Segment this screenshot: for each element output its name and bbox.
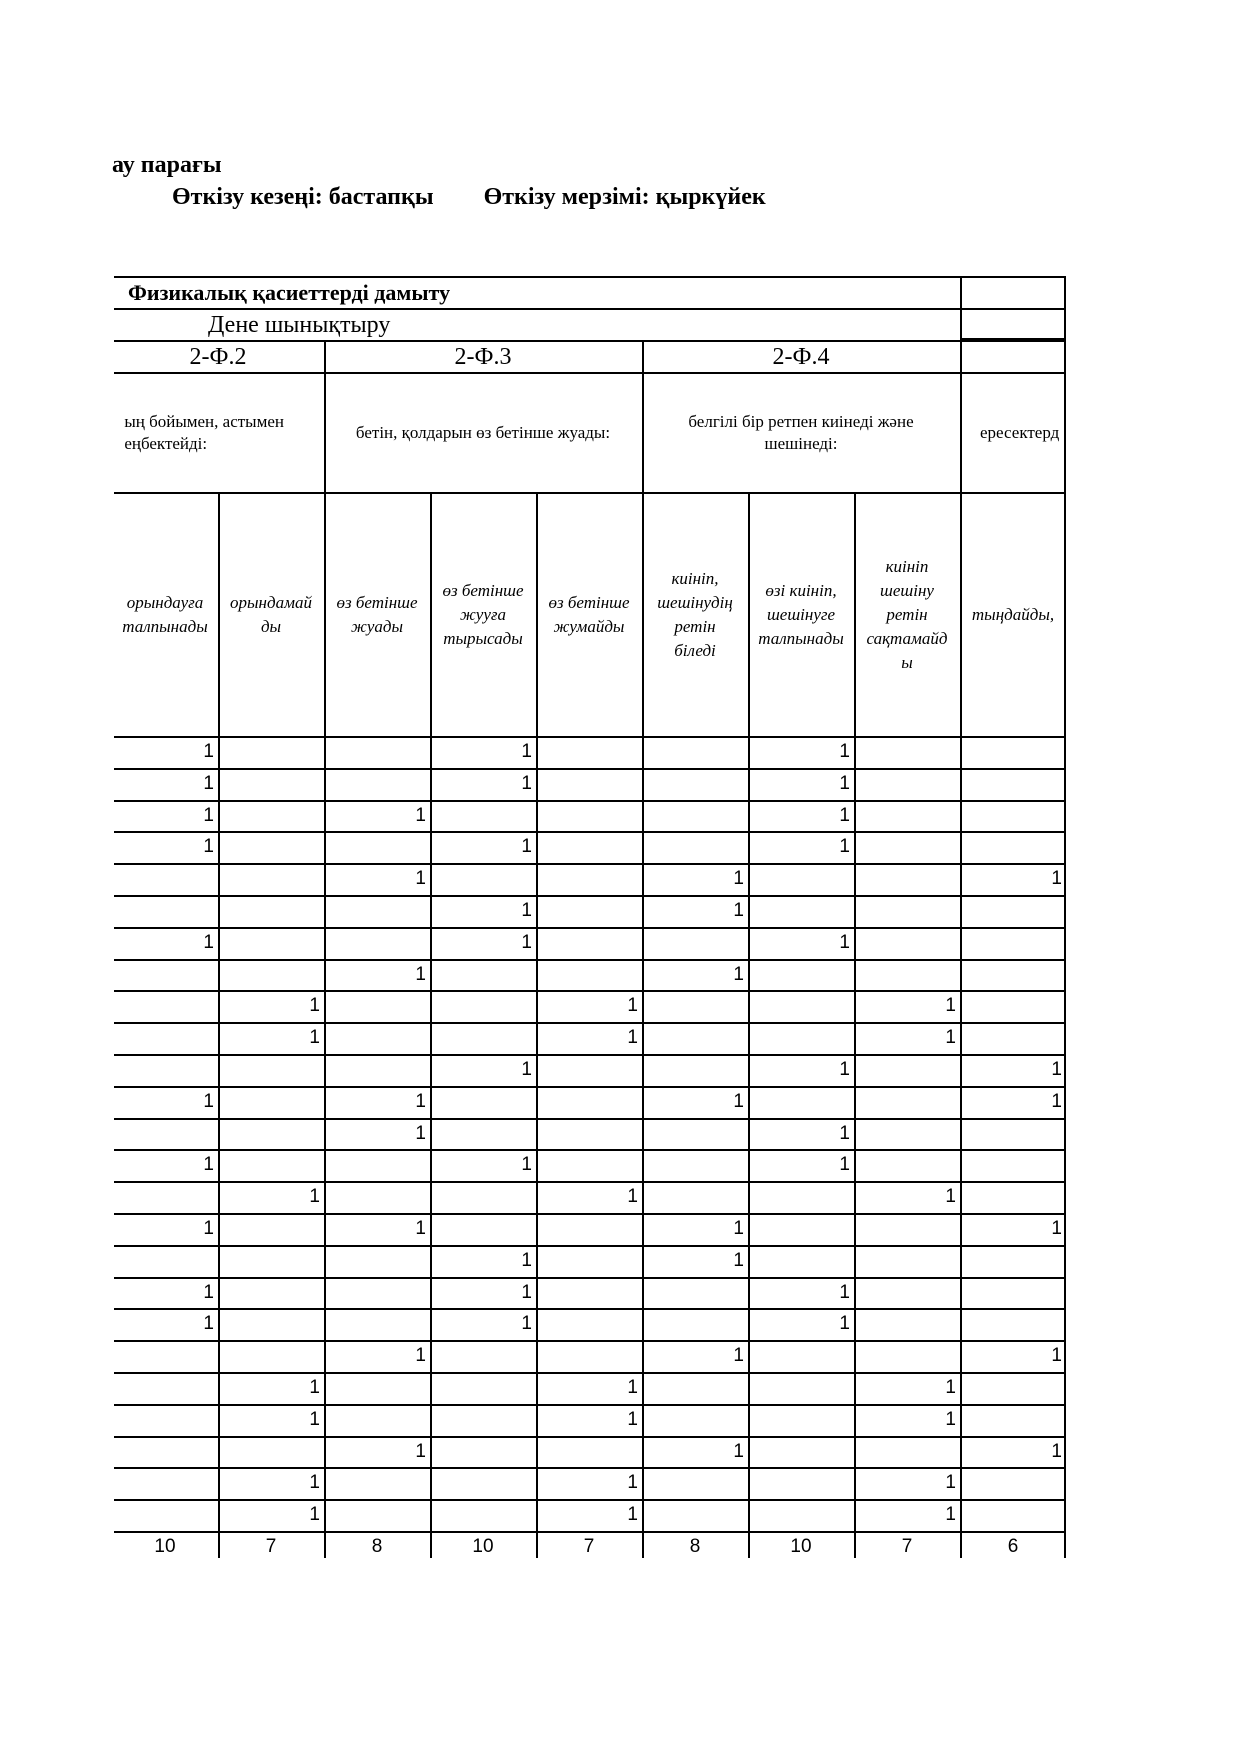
data-cell bbox=[114, 1404, 218, 1436]
data-cell: 1 bbox=[203, 1281, 214, 1303]
sub-column-header: орындауға талпынады bbox=[122, 593, 208, 636]
grid-line bbox=[114, 1181, 1066, 1183]
data-cell: 1 bbox=[839, 1313, 850, 1335]
grid-line bbox=[114, 1086, 1066, 1088]
data-cell bbox=[748, 1372, 854, 1404]
data-cell: 1 bbox=[415, 1218, 426, 1239]
grid-line bbox=[114, 990, 1066, 992]
data-cell: 1 bbox=[521, 1249, 532, 1271]
data-cell bbox=[854, 927, 960, 959]
total-cell: 10 bbox=[154, 1536, 176, 1557]
data-cell bbox=[960, 1149, 1066, 1181]
data-cell: 1 bbox=[627, 995, 638, 1017]
grid-line bbox=[960, 338, 1066, 341]
data-cell bbox=[960, 1118, 1066, 1150]
data-cell: 1 bbox=[945, 1504, 956, 1526]
data-cell bbox=[960, 895, 1066, 927]
grid-line bbox=[114, 372, 1066, 374]
grid-line bbox=[218, 492, 220, 1558]
data-cell: 1 bbox=[415, 804, 426, 826]
data-cell bbox=[854, 1436, 960, 1468]
sub-column-header: киініп, шешінудің ретін біледі bbox=[657, 569, 733, 660]
data-cell bbox=[854, 1149, 960, 1181]
data-cell bbox=[642, 768, 748, 800]
data-cell bbox=[218, 1149, 324, 1181]
assessment-table bbox=[114, 276, 1066, 1558]
data-cell bbox=[960, 1245, 1066, 1277]
data-cell: 1 bbox=[415, 1345, 426, 1367]
data-cell bbox=[748, 959, 854, 991]
data-cell: 1 bbox=[627, 1504, 638, 1526]
data-cell: 1 bbox=[203, 836, 214, 858]
total-cell: 7 bbox=[901, 1536, 913, 1557]
data-cell bbox=[114, 1118, 218, 1150]
data-cell: 1 bbox=[309, 1472, 320, 1494]
data-cell bbox=[748, 1213, 854, 1245]
data-cell bbox=[642, 927, 748, 959]
total-cell: 7 bbox=[583, 1536, 595, 1557]
data-cell: 1 bbox=[203, 772, 214, 794]
data-cell: 1 bbox=[627, 1377, 638, 1398]
data-cell bbox=[218, 863, 324, 895]
data-cell bbox=[854, 736, 960, 768]
data-cell bbox=[536, 895, 642, 927]
grid-line bbox=[642, 492, 644, 1558]
data-cell bbox=[430, 1213, 536, 1245]
data-cell bbox=[854, 1245, 960, 1277]
data-cell bbox=[960, 1022, 1066, 1054]
grid-line bbox=[114, 800, 1066, 802]
data-cell bbox=[854, 1086, 960, 1118]
date-label: Өткізу мерзімі: қыркүйек bbox=[483, 184, 766, 210]
data-cell: 1 bbox=[627, 1472, 638, 1494]
data-cell bbox=[960, 1277, 1066, 1309]
data-cell bbox=[430, 1340, 536, 1372]
data-cell bbox=[536, 1118, 642, 1150]
data-cell bbox=[960, 1499, 1066, 1531]
data-cell bbox=[748, 1245, 854, 1277]
data-cell bbox=[324, 736, 430, 768]
data-cell bbox=[642, 1277, 748, 1309]
data-cell bbox=[114, 1340, 218, 1372]
grid-line bbox=[114, 1340, 1066, 1342]
data-cell: 1 bbox=[521, 931, 532, 953]
data-cell: 1 bbox=[415, 868, 426, 890]
data-cell bbox=[536, 1149, 642, 1181]
data-cell bbox=[536, 831, 642, 863]
data-cell: 1 bbox=[1051, 1090, 1062, 1112]
data-cell: 1 bbox=[203, 1313, 214, 1335]
data-cell bbox=[854, 768, 960, 800]
grid-line bbox=[854, 492, 856, 1558]
data-cell bbox=[854, 1308, 960, 1340]
data-cell: 1 bbox=[309, 1186, 320, 1208]
data-cell bbox=[960, 1308, 1066, 1340]
grid-line bbox=[114, 1054, 1066, 1056]
data-cell bbox=[536, 800, 642, 832]
grid-line bbox=[324, 492, 326, 1558]
data-cell: 1 bbox=[945, 995, 956, 1017]
data-cell bbox=[536, 1245, 642, 1277]
data-cell: 1 bbox=[839, 804, 850, 826]
data-cell bbox=[960, 736, 1066, 768]
data-cell bbox=[218, 1308, 324, 1340]
data-cell bbox=[748, 1404, 854, 1436]
grid-line bbox=[114, 1499, 1066, 1501]
data-cell: 1 bbox=[1051, 1440, 1062, 1462]
grid-line bbox=[114, 736, 1066, 738]
data-cell: 1 bbox=[1051, 868, 1062, 890]
grid-line bbox=[960, 492, 962, 1558]
grid-line bbox=[114, 863, 1066, 865]
grid-line bbox=[748, 492, 750, 1558]
grid-line bbox=[114, 492, 1066, 494]
data-cell: 1 bbox=[733, 1218, 744, 1239]
grid-line bbox=[114, 1118, 1066, 1120]
data-cell bbox=[536, 1054, 642, 1086]
data-cell bbox=[854, 1340, 960, 1372]
data-cell bbox=[218, 927, 324, 959]
data-cell bbox=[854, 1277, 960, 1309]
data-cell: 1 bbox=[521, 1281, 532, 1303]
data-cell bbox=[114, 1467, 218, 1499]
grid-line bbox=[114, 1404, 1066, 1406]
data-cell bbox=[642, 1054, 748, 1086]
data-cell bbox=[960, 1181, 1066, 1213]
data-cell bbox=[748, 1340, 854, 1372]
data-cell bbox=[960, 1372, 1066, 1404]
data-cell bbox=[748, 863, 854, 895]
data-cell bbox=[536, 736, 642, 768]
data-cell bbox=[430, 1086, 536, 1118]
data-cell: 1 bbox=[627, 1186, 638, 1208]
data-cell: 1 bbox=[839, 772, 850, 794]
data-cell bbox=[748, 1181, 854, 1213]
data-cell bbox=[324, 1022, 430, 1054]
data-cell: 1 bbox=[733, 1249, 744, 1271]
grid-line bbox=[114, 1277, 1066, 1279]
data-cell bbox=[218, 1277, 324, 1309]
sub-column-header: тыңдайды, bbox=[971, 605, 1055, 624]
data-cell bbox=[218, 800, 324, 832]
grid-line bbox=[114, 340, 1066, 342]
total-cell: 10 bbox=[790, 1536, 812, 1557]
data-cell bbox=[114, 1022, 218, 1054]
data-cell: 1 bbox=[839, 1154, 850, 1176]
data-cell bbox=[430, 1181, 536, 1213]
data-cell bbox=[324, 927, 430, 959]
data-cell bbox=[324, 831, 430, 863]
data-cell bbox=[218, 736, 324, 768]
data-cell bbox=[114, 959, 218, 991]
grid-line bbox=[430, 492, 432, 1558]
grid-line bbox=[114, 1372, 1066, 1374]
data-cell bbox=[114, 1436, 218, 1468]
data-cell bbox=[854, 1213, 960, 1245]
grid-line bbox=[114, 308, 1066, 310]
data-cell bbox=[960, 800, 1066, 832]
data-cell bbox=[960, 927, 1066, 959]
subtitle bbox=[172, 184, 766, 211]
grid-line bbox=[114, 276, 1066, 278]
data-cell bbox=[114, 990, 218, 1022]
data-cell: 1 bbox=[839, 1122, 850, 1144]
data-cell bbox=[218, 768, 324, 800]
data-cell bbox=[324, 1277, 430, 1309]
data-cell: 1 bbox=[203, 804, 214, 826]
data-cell bbox=[114, 1054, 218, 1086]
data-cell bbox=[114, 1499, 218, 1531]
data-cell bbox=[430, 1118, 536, 1150]
grid-line bbox=[1064, 276, 1066, 1558]
sub-column-header: орындамай ды bbox=[230, 593, 312, 636]
data-cell bbox=[218, 895, 324, 927]
data-cell: 1 bbox=[415, 1440, 426, 1462]
sub-column-header: өз бетінше жуады bbox=[336, 593, 418, 636]
data-cell: 1 bbox=[415, 1090, 426, 1112]
data-cell bbox=[960, 959, 1066, 991]
data-cell bbox=[536, 927, 642, 959]
data-cell bbox=[748, 1436, 854, 1468]
data-cell: 1 bbox=[309, 1377, 320, 1398]
data-cell bbox=[748, 990, 854, 1022]
grid-line bbox=[114, 1213, 1066, 1215]
data-cell: 1 bbox=[521, 836, 532, 858]
data-cell: 1 bbox=[839, 931, 850, 953]
data-cell: 1 bbox=[203, 1154, 214, 1176]
data-cell: 1 bbox=[521, 1154, 532, 1176]
data-cell bbox=[854, 863, 960, 895]
subsection-title: Дене шынықтыру bbox=[208, 312, 391, 338]
sub-column-header: өз бетінше жумайды bbox=[548, 593, 630, 636]
data-cell bbox=[536, 1436, 642, 1468]
data-cell bbox=[854, 1054, 960, 1086]
data-cell: 1 bbox=[627, 1408, 638, 1430]
data-cell: 1 bbox=[733, 900, 744, 921]
data-cell bbox=[960, 1467, 1066, 1499]
data-cell bbox=[960, 990, 1066, 1022]
data-cell bbox=[218, 1054, 324, 1086]
data-cell: 1 bbox=[839, 836, 850, 858]
data-cell bbox=[642, 1372, 748, 1404]
data-cell bbox=[642, 1499, 748, 1531]
data-cell bbox=[430, 800, 536, 832]
data-cell bbox=[218, 1340, 324, 1372]
data-cell: 1 bbox=[1051, 1218, 1062, 1239]
total-cell: 6 bbox=[1007, 1536, 1019, 1557]
data-cell bbox=[536, 1086, 642, 1118]
data-cell bbox=[430, 1499, 536, 1531]
grid-line bbox=[114, 927, 1066, 929]
data-cell: 1 bbox=[203, 741, 214, 762]
data-cell bbox=[642, 1149, 748, 1181]
data-cell: 1 bbox=[945, 1472, 956, 1494]
data-cell bbox=[642, 1308, 748, 1340]
data-cell bbox=[324, 990, 430, 1022]
total-cell: 8 bbox=[689, 1536, 701, 1557]
group-question: бетін, қолдарын өз бетінше жуады: bbox=[355, 423, 611, 442]
section-title: Физикалық қасиеттерді дамыту bbox=[128, 280, 451, 305]
data-cell bbox=[324, 1149, 430, 1181]
data-cell bbox=[960, 768, 1066, 800]
data-cell: 1 bbox=[415, 1122, 426, 1144]
data-cell bbox=[642, 831, 748, 863]
data-cell bbox=[536, 768, 642, 800]
data-cell: 1 bbox=[309, 1027, 320, 1049]
data-cell bbox=[748, 1086, 854, 1118]
data-cell: 1 bbox=[521, 900, 532, 921]
group-question: ың бойымен, астымен еңбектейді: bbox=[124, 412, 284, 453]
data-cell bbox=[218, 1213, 324, 1245]
data-cell bbox=[218, 1436, 324, 1468]
grid-line bbox=[114, 1531, 1066, 1533]
data-cell bbox=[430, 1404, 536, 1436]
data-cell bbox=[642, 1022, 748, 1054]
data-cell bbox=[536, 1340, 642, 1372]
grid-line bbox=[114, 1149, 1066, 1151]
data-cell bbox=[854, 895, 960, 927]
data-cell bbox=[642, 1467, 748, 1499]
data-cell: 1 bbox=[733, 1345, 744, 1367]
data-cell: 1 bbox=[203, 931, 214, 953]
total-cell: 7 bbox=[265, 1536, 277, 1557]
data-cell bbox=[960, 1404, 1066, 1436]
data-cell bbox=[536, 863, 642, 895]
data-cell bbox=[854, 959, 960, 991]
data-cell: 1 bbox=[945, 1027, 956, 1049]
data-cell bbox=[536, 1277, 642, 1309]
sub-column-header: киініп шешіну ретін сақтамайд ы bbox=[866, 557, 948, 672]
data-cell bbox=[536, 959, 642, 991]
data-cell bbox=[324, 1245, 430, 1277]
data-cell bbox=[642, 800, 748, 832]
data-cell bbox=[218, 1118, 324, 1150]
data-cell bbox=[114, 895, 218, 927]
data-cell: 1 bbox=[839, 1059, 850, 1080]
grid-line bbox=[114, 1467, 1066, 1469]
data-cell bbox=[324, 1308, 430, 1340]
data-cell: 1 bbox=[309, 1504, 320, 1526]
total-cell: 8 bbox=[371, 1536, 383, 1557]
data-cell: 1 bbox=[733, 963, 744, 985]
group-question: белгілі бір ретпен киінеді және шешінеді: bbox=[688, 412, 914, 453]
data-cell bbox=[114, 1245, 218, 1277]
grid-line bbox=[114, 768, 1066, 770]
data-cell bbox=[642, 990, 748, 1022]
group-code: 2-Ф.4 bbox=[772, 344, 830, 370]
data-cell bbox=[642, 1118, 748, 1150]
data-cell: 1 bbox=[203, 1218, 214, 1239]
data-cell bbox=[430, 1436, 536, 1468]
data-cell bbox=[536, 1308, 642, 1340]
data-cell bbox=[324, 1404, 430, 1436]
page-title: ау парағы bbox=[112, 152, 222, 178]
data-cell bbox=[324, 1467, 430, 1499]
data-cell: 1 bbox=[309, 1408, 320, 1430]
data-cell: 1 bbox=[945, 1377, 956, 1398]
data-cell bbox=[114, 863, 218, 895]
data-cell bbox=[748, 1022, 854, 1054]
data-cell: 1 bbox=[309, 995, 320, 1017]
data-cell bbox=[748, 895, 854, 927]
data-cell bbox=[324, 1054, 430, 1086]
group-question: ересектерд bbox=[980, 423, 1060, 442]
data-cell: 1 bbox=[733, 868, 744, 890]
data-cell: 1 bbox=[733, 1440, 744, 1462]
data-cell: 1 bbox=[945, 1186, 956, 1208]
data-cell bbox=[430, 990, 536, 1022]
data-cell: 1 bbox=[521, 741, 532, 762]
sub-column-header: өзі киініп, шешінуге талпынады bbox=[758, 581, 844, 648]
data-cell bbox=[430, 1022, 536, 1054]
data-cell: 1 bbox=[203, 1090, 214, 1112]
data-cell bbox=[854, 800, 960, 832]
data-cell bbox=[642, 736, 748, 768]
grid-line bbox=[536, 492, 538, 1558]
data-cell bbox=[218, 959, 324, 991]
data-cell bbox=[218, 1086, 324, 1118]
group-code: 2-Ф.2 bbox=[189, 344, 247, 370]
data-cell: 1 bbox=[733, 1090, 744, 1112]
data-cell: 1 bbox=[627, 1027, 638, 1049]
data-cell: 1 bbox=[521, 1313, 532, 1335]
data-cell bbox=[854, 1118, 960, 1150]
data-cell bbox=[430, 959, 536, 991]
data-cell bbox=[114, 1372, 218, 1404]
data-cell: 1 bbox=[839, 1281, 850, 1303]
sub-column-header: өз бетінше жууға тырысады bbox=[442, 581, 524, 648]
grid-line bbox=[114, 1022, 1066, 1024]
data-cell: 1 bbox=[1051, 1059, 1062, 1080]
data-cell bbox=[430, 863, 536, 895]
data-cell bbox=[114, 1181, 218, 1213]
grid-line bbox=[114, 959, 1066, 961]
grid-line bbox=[114, 1245, 1066, 1247]
grid-line bbox=[114, 1436, 1066, 1438]
data-cell: 1 bbox=[839, 741, 850, 762]
data-cell bbox=[430, 1372, 536, 1404]
grid-line bbox=[114, 831, 1066, 833]
data-cell bbox=[960, 831, 1066, 863]
data-cell: 1 bbox=[521, 772, 532, 794]
data-cell bbox=[854, 831, 960, 863]
data-cell: 1 bbox=[945, 1408, 956, 1430]
data-cell bbox=[324, 1181, 430, 1213]
data-cell bbox=[430, 1467, 536, 1499]
group-code: 2-Ф.3 bbox=[454, 344, 512, 370]
data-cell bbox=[748, 1467, 854, 1499]
data-cell bbox=[748, 1499, 854, 1531]
data-cell bbox=[536, 1213, 642, 1245]
data-cell bbox=[324, 1372, 430, 1404]
data-cell bbox=[324, 895, 430, 927]
data-cell bbox=[642, 1404, 748, 1436]
data-cell bbox=[642, 1181, 748, 1213]
grid-line bbox=[114, 895, 1066, 897]
data-cell bbox=[218, 831, 324, 863]
data-cell: 1 bbox=[521, 1059, 532, 1080]
data-cell bbox=[218, 1245, 324, 1277]
period-label: Өткізу кезеңі: бастапқы bbox=[172, 184, 434, 210]
data-cell: 1 bbox=[415, 963, 426, 985]
grid-line bbox=[114, 1308, 1066, 1310]
data-cell bbox=[324, 1499, 430, 1531]
total-cell: 10 bbox=[472, 1536, 494, 1557]
data-cell: 1 bbox=[1051, 1345, 1062, 1367]
data-cell bbox=[324, 768, 430, 800]
